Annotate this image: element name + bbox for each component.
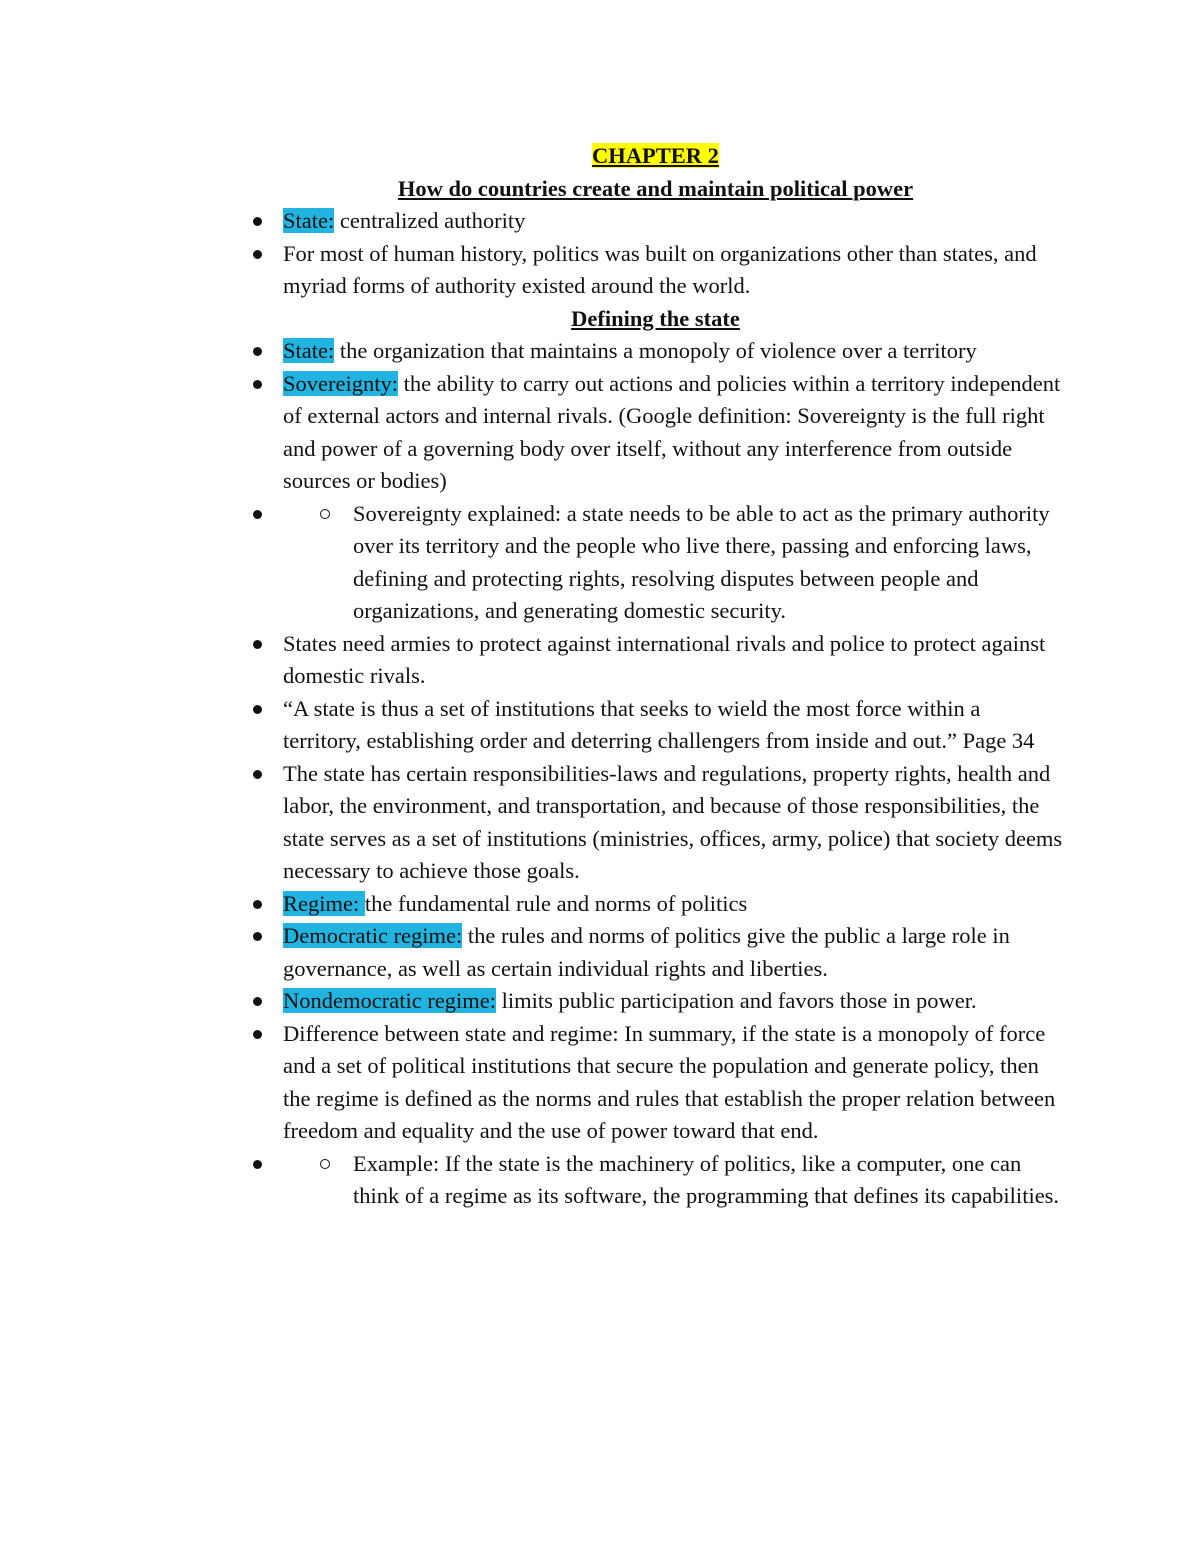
list-item xyxy=(248,238,1063,303)
item-text: the organization that maintains a monopoly of violence over a territory xyxy=(334,338,977,363)
list-item xyxy=(248,368,1063,498)
document-body xyxy=(248,140,1063,1213)
section-heading: Defining the state xyxy=(571,305,740,331)
sub-list xyxy=(248,498,1063,628)
item-text: For most of human history, politics was built on organizations other than states, and myriad forms of authority existed around the world. xyxy=(283,240,1037,298)
list-item xyxy=(248,985,1063,1018)
definitions-list xyxy=(248,335,1063,1213)
item-text: States need armies to protect against international rivals and police to protect against domestic rivals. xyxy=(283,630,1046,688)
term-highlight: Sovereignty: xyxy=(283,370,398,396)
item-text: centralized authority xyxy=(334,208,526,233)
list-item xyxy=(248,693,1063,758)
term-highlight: Democratic regime: xyxy=(283,923,463,948)
chapter-heading xyxy=(248,140,1063,173)
sub-list-item: Sovereignty explained: a state needs to be able to act as the primary authority over its territory and the people who live there, passing and enforcing laws, defining and protecting rights, resolving disputes between people and organizations, and generating domestic security. xyxy=(248,498,1063,628)
sub-list xyxy=(248,1148,1063,1213)
item-text: the ability to carry out actions and policies within a territory independent of external actors and internal rivals. (Google definition: Sovereignty is the full right and power of a governing body over itself, without any interference from outside sources or bodies) xyxy=(283,370,1061,493)
item-text: the fundamental rule and norms of politics xyxy=(364,890,748,916)
chapter-subtitle: How do countries create and maintain political power xyxy=(397,175,914,201)
term-highlight: State: xyxy=(283,338,335,363)
term-highlight: State: xyxy=(283,208,335,233)
list-item xyxy=(248,1018,1063,1148)
term-highlight: Nondemocratic regime: xyxy=(283,988,497,1013)
sub-list-container xyxy=(248,498,1063,628)
sub-list-item: Example: If the state is the machinery of politics, like a computer, one can think of a regime as its software, the programming that defines its capabilities. xyxy=(248,1148,1063,1213)
chapter-title: CHAPTER 2 xyxy=(592,143,719,168)
list-item xyxy=(248,628,1063,693)
term-highlight: Regime: xyxy=(283,890,365,916)
intro-list xyxy=(248,205,1063,303)
list-item xyxy=(248,758,1063,888)
item-text: “A state is thus a set of institutions that seeks to wield the most force within a territory, establishing order and deterring challengers from inside and out.” Page 34 xyxy=(283,695,1035,753)
list-item xyxy=(248,205,1063,238)
list-item xyxy=(248,888,1063,921)
list-item xyxy=(248,335,1063,368)
item-text: the rules and norms of politics give the public a large role in governance, as well as certain individual rights and liberties. xyxy=(283,923,1010,981)
sub-list-container xyxy=(248,1148,1063,1213)
list-item xyxy=(248,920,1063,985)
item-text: limits public participation and favors those in power. xyxy=(496,988,977,1013)
item-text: Difference between state and regime: In summary, if the state is a monopoly of force and a set of political institutions that secure the population and generate policy, then the regime is defined as the norms and rules that establish the proper relation between freedom and equality and the use of power toward that end. xyxy=(283,1020,1056,1143)
item-text: The state has certain responsibilities-laws and regulations, property rights, health and labor, the environment, and transportation, and because of those responsibilities, the state serves as a set of institutions (ministries, offices, army, police) that society deems necessary to achieve those goals. xyxy=(283,760,1063,883)
